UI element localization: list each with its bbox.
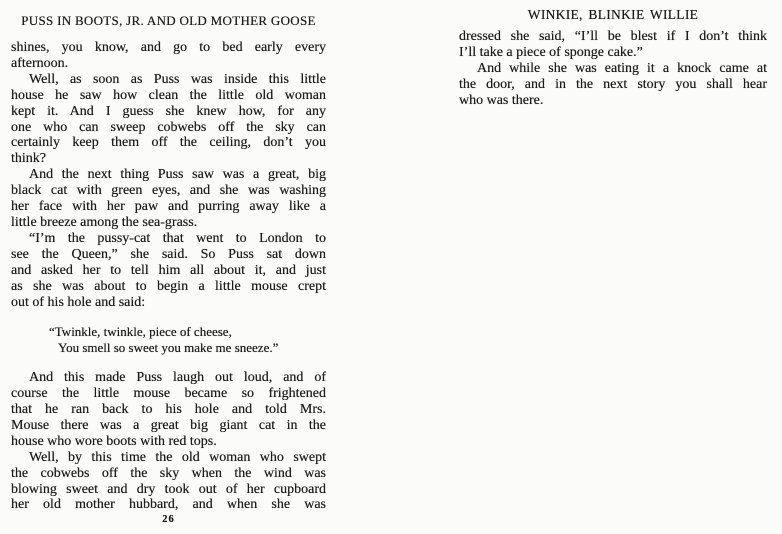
text-line: and asked her to tell him all about it, and just [11, 262, 326, 278]
verse [49, 324, 326, 356]
verse-line: “Twinkle, twinkle, piece of cheese, [49, 324, 232, 340]
text-line: shines, you know, and go to bed early every [11, 40, 326, 55]
text-line: And while she was eating it a knock came at [477, 61, 767, 76]
text-line: think? [11, 151, 46, 167]
text-line: Well, by this time the old woman who swept [29, 449, 326, 465]
text-line: as she was about to begin a little mouse crept [11, 278, 326, 294]
text-line: little breeze among the sea-grass. [11, 214, 198, 230]
text-line: out of his hole and said: [11, 294, 146, 310]
right-running-head: WINKIE, BLINKIE WILLIE [527, 7, 699, 22]
text-line: Well, as soon as Puss was inside this little [29, 71, 326, 87]
text-line: afternoon. [11, 55, 69, 71]
text-line: kept it. And I guess she knew how, for any [11, 103, 326, 119]
text-line: the door, and in the next story you shall hear [459, 77, 767, 92]
text-line: blowing sweet and dry took out of her cupboard [11, 481, 326, 497]
verse-line: You smell so sweet you make me sneeze.” [58, 340, 279, 356]
text-line: certainly keep them off the ceiling, don’t you [11, 135, 326, 151]
text-line: And the next thing Puss saw was a great, big [29, 167, 326, 183]
text-line: And this made Puss laugh out loud, and of [29, 370, 326, 386]
left-running-head: PUSS IN BOOTS, JR. AND OLD MOTHER GOOSE [21, 13, 316, 28]
paragraph [11, 72, 326, 167]
paragraph [11, 40, 326, 72]
left-page-body [11, 40, 326, 513]
text-line: one who can sweep cobwebs off the sky can [11, 119, 326, 135]
text-line: her face with her paw and purring away like a [11, 199, 326, 215]
text-line: house who wore boots with red tops. [11, 433, 217, 449]
paragraph [459, 29, 767, 61]
text-line: who was there. [459, 93, 544, 108]
paragraph [11, 370, 326, 450]
right-page-body [459, 29, 767, 109]
text-line: dressed she said, “I’ll be blest if I don’t think [459, 29, 767, 44]
text-line: I’ll take a piece of sponge cake.” [459, 45, 643, 60]
text-line: the cobwebs off the sky when the wind was [11, 465, 326, 481]
text-line: her old mother hubbard, and when she was [11, 497, 326, 513]
text-line: that he ran back to his hole and told Mrs. [11, 402, 326, 418]
paragraph [11, 231, 326, 311]
paragraph [11, 450, 326, 514]
paragraph [459, 61, 767, 109]
text-line: “I’m the pussy-cat that went to London to [29, 230, 326, 246]
text-line: black cat with green eyes, and she was washing [11, 183, 326, 199]
text-line: Mouse there was a great big giant cat in the [11, 417, 326, 433]
paragraph [11, 167, 326, 231]
left-page-number: 26 [162, 514, 175, 525]
text-line: see the Queen,” she said. So Puss sat down [11, 246, 326, 262]
text-line: house he saw how clean the little old woman [11, 87, 326, 103]
text-line: course the little mouse became so frightened [11, 386, 326, 402]
